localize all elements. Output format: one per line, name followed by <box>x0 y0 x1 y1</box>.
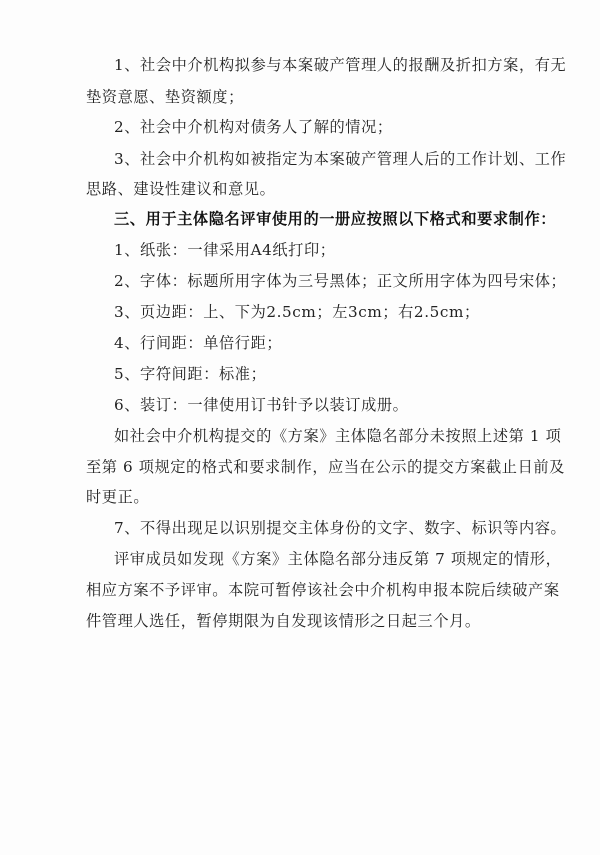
format-item-3: 3、页边距：上、下为2.5cm；左3cm；右2.5cm； <box>114 303 480 321</box>
note-1-line-2: 至第 6 项规定的格式和要求制作，应当在公示的提交方案截止日前及 <box>86 458 565 476</box>
section-3-heading: 三、用于主体隐名评审使用的一册应按照以下格式和要求制作： <box>114 210 557 228</box>
format-item-6: 6、装订：一律使用订书针予以装订成册。 <box>114 396 409 414</box>
paragraph-1-line-2: 垫资意愿、垫资额度； <box>86 88 244 106</box>
paragraph-1-line-1: 1、社会中介机构拟参与本案破产管理人的报酬及折扣方案，有无 <box>114 56 567 74</box>
paragraph-3-line-1: 3、社会中介机构如被指定为本案破产管理人后的工作计划、工作 <box>114 150 567 168</box>
format-item-1: 1、纸张：一律采用A4纸打印； <box>114 241 336 259</box>
note-1-line-3: 时更正。 <box>86 488 150 506</box>
paragraph-2: 2、社会中介机构对债务人了解的情况； <box>114 118 393 136</box>
note-2-line-3: 件管理人选任，暂停期限为自发现该情形之日起三个月。 <box>86 612 481 630</box>
format-item-5: 5、字符间距：标准； <box>114 365 267 383</box>
item-7: 7、不得出现足以识别提交主体身份的文字、数字、标识等内容。 <box>114 519 567 537</box>
note-2-line-2: 相应方案不予评审。本院可暂停该社会中介机构申报本院后续破产案 <box>86 581 560 599</box>
paragraph-3-line-2: 思路、建设性建议和意见。 <box>86 180 276 198</box>
note-2-line-1: 评审成员如发现《方案》主体隐名部分违反第 7 项规定的情形， <box>114 550 562 568</box>
format-item-4: 4、行间距：单倍行距； <box>114 334 283 352</box>
note-1-line-1: 如社会中介机构提交的《方案》主体隐名部分未按照上述第 1 项 <box>114 427 562 445</box>
format-item-2: 2、字体：标题所用字体为三号黑体；正文所用字体为四号宋体； <box>114 272 567 290</box>
